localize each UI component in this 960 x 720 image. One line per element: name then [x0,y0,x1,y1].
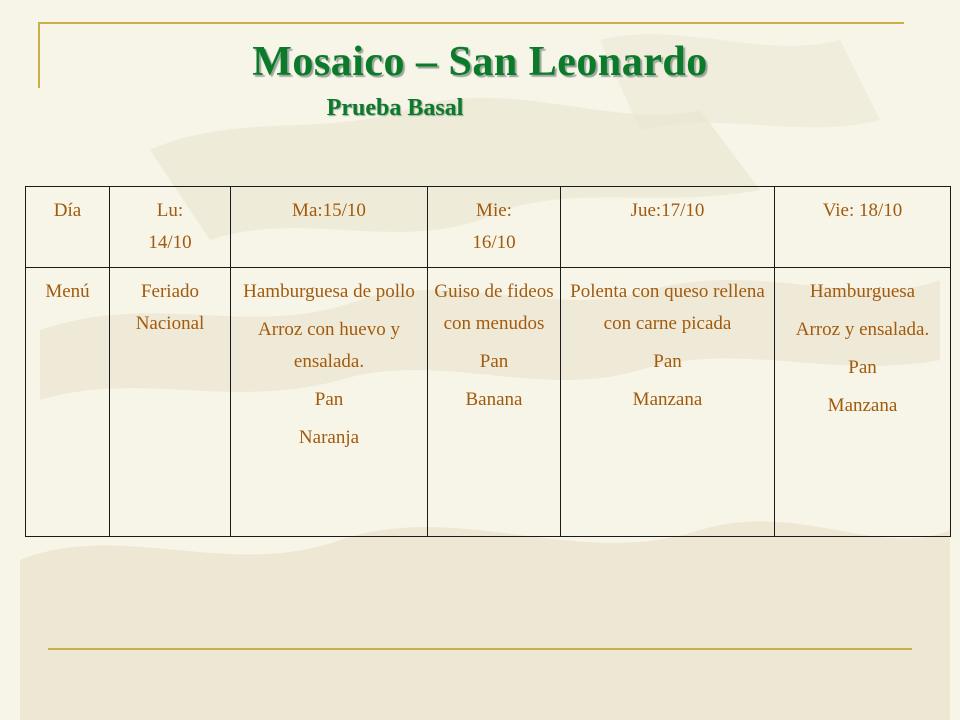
menu-item: Hamburguesa [809,281,916,302]
row-label-menu: Menú [26,268,110,537]
page-subtitle: Prueba Basal [326,95,464,121]
menu-item: Hamburguesa de pollo [243,281,415,302]
header-cell-lunes: Lu: 14/10 [110,187,231,268]
menu-item: Pan [653,351,682,372]
menu-cell-jueves [561,268,775,537]
menu-cell-lunes [110,268,231,537]
header-cell-viernes: Vie: 18/10 [775,187,951,268]
menu-cell-viernes [775,268,951,537]
menu-item: Feriado [140,281,200,302]
menu-cell-martes [231,268,428,537]
menu-item: Pan [314,389,344,410]
menu-row [26,268,951,537]
menu-table [25,186,951,537]
frame-top-line [38,22,904,24]
header-cell-jueves: Jue:17/10 [561,187,775,268]
menu-item: Guiso de fideos con menudos [434,281,554,334]
menu-item: Pan [479,351,509,372]
header-row [26,187,951,268]
menu-item: Arroz y ensalada. [795,319,930,340]
menu-item: Manzana [827,395,898,416]
header-cell-martes: Ma:15/10 [231,187,428,268]
menu-item: Naranja [298,427,360,448]
page-title: Mosaico – San Leonardo [252,39,708,85]
menu-item: Manzana [632,389,703,410]
menu-item: Nacional [135,313,205,334]
menu-cell-miercoles [428,268,561,537]
frame-bottom-line [48,648,912,650]
menu-item: Banana [465,389,523,410]
header-cell-miercoles: Mie: 16/10 [428,187,561,268]
menu-item: Arroz con huevo y ensalada. [258,319,400,372]
header-cell-dia: Día [26,187,110,268]
menu-item: Pan [848,357,877,378]
menu-item: Polenta con queso rellena con carne picada [570,281,765,334]
